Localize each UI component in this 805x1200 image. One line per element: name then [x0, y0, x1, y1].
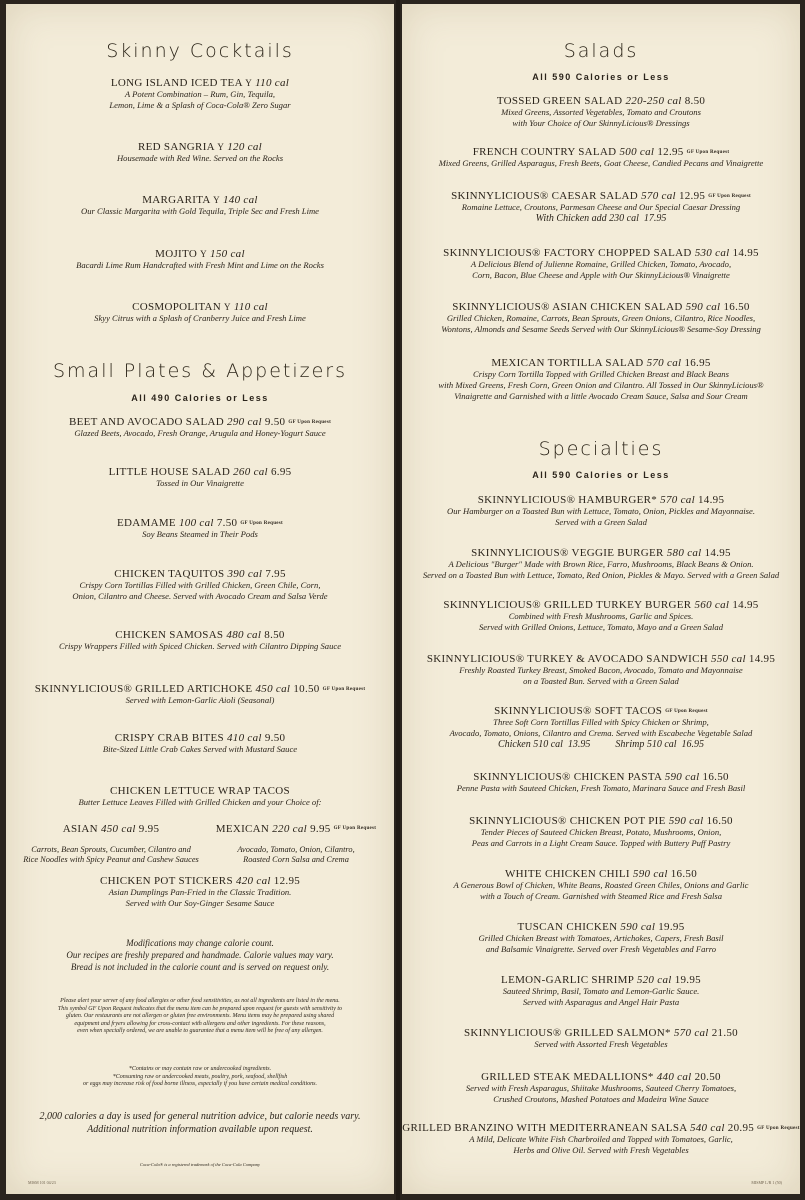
specialty-name: SKINNYLICIOUS® GRILLED TURKEY BURGER: [443, 599, 692, 611]
specialty-name-line: [402, 868, 800, 880]
specialty-price: 16.50: [670, 868, 697, 880]
salad-name-line: [402, 95, 800, 107]
cocktail-calories: 140 cal: [222, 194, 258, 206]
pot-stickers-price: 12.95: [273, 875, 301, 887]
appetizer-price: 7.95: [265, 568, 286, 580]
cocktail-glass-icon: Y: [245, 78, 253, 88]
appetizer-calories: 410 cal: [226, 732, 262, 744]
specialty-description: Sauteed Shrimp, Basil, Tomato and Lemon-Garlic Sauce. Served with Asparagus and Angel Hair Pasta: [502, 986, 700, 1007]
cocktail-item: [6, 77, 394, 111]
cocktail-name: LONG ISLAND ICED TEA: [110, 77, 243, 89]
appetizer-description: Tossed in Our Vinaigrette: [156, 478, 244, 488]
salad-item: [402, 247, 800, 281]
specialty-extra: Chicken 510 cal 13.95 Shrimp 510 cal 16.95: [497, 739, 705, 750]
appetizer-name-line: [6, 517, 394, 529]
specialty-calories: 570 cal: [673, 1027, 709, 1039]
specialty-calories: 520 cal: [636, 974, 672, 986]
salad-description: Grilled Chicken, Romaine, Carrots, Bean Sprouts, Green Onions, Cilantro, Rice Noodles, Wontons, Almonds and Sesame Seeds Served with Our SkinnyLicious® Sesame-Soy Dressing: [441, 313, 761, 334]
lettuce-wrap-mexican: [206, 813, 386, 876]
salad-price: 8.50: [684, 95, 706, 107]
cocktail-description: Our Classic Margarita with Gold Tequila, Triple Sec and Fresh Lime: [80, 206, 319, 216]
pot-stickers-item: [6, 875, 394, 909]
specialty-calories: 560 cal: [694, 599, 730, 611]
appetizer-description: Crispy Corn Tortillas Filled with Grilled Chicken, Green Chile, Corn, Onion, Cilantro and Cheese. Served with Avocado Cream and Salsa Verde: [72, 580, 328, 601]
specialty-description: Freshly Roasted Turkey Breast, Smoked Bacon, Avocado, Tomato and Mayonnaise on a Toasted Bun. Served with a Green Salad: [459, 665, 743, 686]
cocktail-name-line: [6, 248, 394, 260]
specialty-calories: 590 cal: [620, 921, 656, 933]
lettuce-wrap-asian: [16, 813, 206, 876]
specialty-price: 16.50: [706, 815, 733, 827]
specialty-name-line: [402, 705, 800, 717]
specialty-calories: 570 cal: [660, 494, 695, 506]
specialty-item: [402, 1122, 800, 1156]
cocktail-glass-icon: Y: [213, 195, 220, 205]
asian-price: 9.95: [138, 822, 160, 835]
appetizer-name-line: [6, 683, 394, 695]
salad-calories: 530 cal: [694, 247, 730, 259]
specialty-name-line: [402, 1071, 800, 1083]
specialty-price: 14.95: [732, 599, 759, 611]
appetizer-description: Glazed Beets, Avocado, Fresh Orange, Arugula and Honey-Yogurt Sauce: [74, 428, 326, 438]
salad-description: Romaine Lettuce, Croutons, Parmesan Cheese and Our Special Caesar Dressing: [461, 202, 741, 212]
appetizer-description: Crispy Wrappers Filled with Spiced Chicken. Served with Cilantro Dipping Sauce: [58, 641, 342, 651]
specialty-description: Three Soft Corn Tortillas Filled with Spicy Chicken or Shrimp, Avocado, Tomato, Onions, Cilantro and Crema. Served with Escabeche Vegetable Salad: [449, 717, 753, 738]
specialty-name: SKINNYLICIOUS® CHICKEN PASTA: [473, 771, 662, 783]
specialty-description: A Mild, Delicate White Fish Charbroiled and Topped with Tomatoes, Garlic, Herbs and Olive Oil. Served with Fresh Vegetables: [469, 1134, 733, 1155]
specialty-calories: 590 cal: [632, 868, 668, 880]
specialty-name-line: [402, 1027, 800, 1039]
pot-stickers-cal: 420 cal: [235, 875, 271, 887]
specialty-item: [402, 494, 800, 528]
appetizer-item: [6, 683, 394, 706]
asian-name: ASIAN: [62, 822, 98, 835]
appetizer-calories: 450 cal: [255, 683, 291, 695]
appetizer-item: [6, 568, 394, 602]
gluten-free-badge: GF Upon Request: [757, 1125, 800, 1131]
specialty-item: [402, 974, 800, 1008]
appetizer-name: CRISPY CRAB BITES: [114, 732, 224, 744]
specialty-item: [402, 771, 800, 794]
small-plates-subheading: All 490 Calories or Less: [131, 393, 269, 403]
salad-name-line: [402, 301, 800, 313]
nutrition-note: 2,000 calories a day is used for general nutrition advice, but calorie needs vary. Additional nutrition information available upon request.: [39, 1111, 361, 1135]
appetizer-calories: 290 cal: [227, 416, 262, 428]
salad-extra: With Chicken add 230 cal 17.95: [535, 213, 667, 224]
specialty-price: 20.50: [694, 1071, 721, 1083]
specialty-calories: 550 cal: [711, 653, 746, 665]
specialty-description: Served with Assorted Fresh Vegetables: [534, 1039, 668, 1049]
cocktail-description: Bacardi Lime Rum Handcrafted with Fresh Mint and Lime on the Rocks: [76, 260, 324, 270]
specialty-price: 19.95: [658, 921, 685, 933]
cocktail-item: [6, 248, 394, 271]
specialty-item: [402, 547, 800, 581]
specialty-item: [402, 921, 800, 955]
appetizer-name: LITTLE HOUSE SALAD: [108, 466, 231, 478]
specialty-price: 16.50: [702, 771, 729, 783]
salad-item: [402, 190, 800, 224]
lettuce-wrap-name: CHICKEN LETTUCE WRAP TACOS: [110, 785, 290, 797]
appetizer-item: [6, 517, 394, 540]
appetizer-calories: 100 cal: [178, 517, 214, 529]
asian-desc: Carrots, Bean Sprouts, Cucumber, Cilantro and Rice Noodles with Spicy Peanut and Cashew Sauces: [23, 844, 199, 864]
specialty-name-line: [402, 815, 800, 827]
salad-description: Crispy Corn Tortilla Topped with Grilled Chicken Breast and Black Beans with Mixed Greens, Fresh Corn, Green Onion and Cilantro. All Tossed in Our SkinnyLicious® Vinaigrette and Garnished with a little Avocado Cream Sauce, Salsa and Sour Cream: [438, 369, 764, 401]
appetizer-description: Served with Lemon-Garlic Aioli (Seasonal): [125, 695, 275, 705]
specialty-item: [402, 705, 800, 750]
appetizer-item: [6, 466, 394, 489]
salad-name-line: [402, 146, 800, 158]
appetizer-name: SKINNYLICIOUS® GRILLED ARTICHOKE: [34, 683, 253, 695]
specialty-name-line: [402, 494, 800, 506]
specialty-item: [402, 599, 800, 633]
salad-calories: 220-250 cal: [625, 95, 682, 107]
allergy-note: Please alert your server of any food allergies or other food sensitivities, as not all ingredients are listed in the menu. This symbol GF Upon Request indicates that the menu item can be prepared upon request for guests with sensitivity to gluten. Our restaurants are not allergen or gluten free environments. Menu items may be prepared using shared equipment and fryers allowing for cross-contact with allergens and other ingredients. For these reasons, even when specially ordered, we are unable to guarantee that a menu item will be free of any allergen.: [57, 998, 343, 1034]
cocktail-name-line: [6, 194, 394, 206]
menu-code-right: MISMP L/R 1 (50): [751, 1180, 782, 1185]
specialty-name: SKINNYLICIOUS® HAMBURGER*: [477, 494, 658, 506]
cocktail-name: MOJITO: [155, 248, 198, 260]
salads-subheading: All 590 Calories or Less: [532, 72, 670, 82]
specialty-price: 14.95: [698, 494, 725, 506]
menu-spine: [396, 0, 400, 1200]
cocktail-name: RED SANGRIA: [137, 141, 215, 153]
specialty-name-line: [402, 653, 800, 665]
appetizer-price: 6.95: [270, 466, 292, 478]
appetizer-price: 10.50: [293, 683, 320, 695]
appetizer-description: Bite-Sized Little Crab Cakes Served with Mustard Sauce: [102, 744, 298, 754]
salad-name-line: [402, 190, 800, 202]
modifications-note: Modifications may change calorie count. Our recipes are freshly prepared and handmade. Calorie values may vary. Bread is not included in the calorie count and is served on request only.: [66, 938, 334, 972]
specialty-name: TUSCAN CHICKEN: [517, 921, 618, 933]
specialty-calories: 590 cal: [668, 815, 704, 827]
appetizer-price: 9.50: [264, 416, 286, 428]
specialty-price: 19.95: [674, 974, 701, 986]
cocktail-item: [6, 141, 394, 164]
cocktail-calories: 110 cal: [255, 77, 290, 89]
appetizer-description: Soy Beans Steamed in Their Pods: [142, 529, 258, 539]
cocktail-name-line: [6, 301, 394, 313]
specialties-subheading: All 590 Calories or Less: [532, 470, 670, 480]
specialty-calories: 540 cal: [689, 1122, 725, 1134]
appetizer-price: 8.50: [264, 629, 285, 641]
specialty-name: SKINNYLICIOUS® CHICKEN POT PIE: [469, 815, 666, 827]
specialty-item: [402, 868, 800, 902]
salad-item: [402, 357, 800, 402]
salad-description: Mixed Greens, Grilled Asparagus, Fresh Beets, Goat Cheese, Candied Pecans and Vinaigrette: [438, 158, 764, 168]
specialty-description: Our Hamburger on a Toasted Bun with Lettuce, Tomato, Onion, Pickles and Mayonnaise. Served with a Green Salad: [447, 506, 755, 527]
salad-price: 12.95: [657, 146, 684, 158]
appetizer-item: [6, 732, 394, 755]
cocktail-glass-icon: Y: [200, 249, 207, 259]
appetizer-calories: 390 cal: [227, 568, 263, 580]
specialty-price: 14.95: [704, 547, 731, 559]
specialty-price: 14.95: [748, 653, 776, 665]
salad-description: A Delicious Blend of Julienne Romaine, Grilled Chicken, Tomato, Avocado, Corn, Bacon, Blue Cheese and Apple with Our SkinnyLicious® Vinaigrette: [470, 259, 732, 280]
gluten-free-badge: GF Upon Request: [333, 825, 377, 831]
specialty-description: A Delicious "Burger" Made with Brown Rice, Farro, Mushrooms, Black Beans & Onion. Served on a Toasted Bun with Lettuce, Tomato, Red Onion, Pickles & Mayo. Served with a Green Salad: [422, 559, 780, 580]
salad-name: SKINNYLICIOUS® FACTORY CHOPPED SALAD: [443, 247, 692, 259]
left-menu-page: [6, 4, 394, 1194]
specialty-name-line: [402, 974, 800, 986]
specialty-name: WHITE CHICKEN CHILI: [504, 868, 630, 880]
specialty-description: Penne Pasta with Sauteed Chicken, Fresh Tomato, Marinara Sauce and Fresh Basil: [456, 783, 746, 793]
cocktail-item: [6, 301, 394, 324]
lettuce-wrap-tacos: [6, 785, 394, 808]
specialty-name: SKINNYLICIOUS® GRILLED SALMON*: [464, 1027, 671, 1039]
salad-item: [402, 95, 800, 129]
specialty-name-line: [402, 547, 800, 559]
appetizer-name-line: [6, 732, 394, 744]
salad-name: SKINNYLICIOUS® ASIAN CHICKEN SALAD: [452, 301, 683, 313]
specialty-name: SKINNYLICIOUS® SOFT TACOS: [494, 705, 663, 717]
specialty-price: 20.95: [727, 1122, 755, 1134]
gluten-free-badge: GF Upon Request: [240, 520, 284, 526]
appetizer-name-line: [6, 629, 394, 641]
cocktail-name-line: [6, 141, 394, 153]
pot-stickers-name: CHICKEN POT STICKERS: [99, 875, 233, 887]
cocktail-calories: 120 cal: [227, 141, 263, 153]
appetizer-name: CHICKEN TAQUITOS: [114, 568, 225, 580]
specialty-name: GRILLED STEAK MEDALLIONS*: [481, 1071, 654, 1083]
trademark-note: Coca-Cola® is a registered trademark of the Coca-Cola Company: [139, 1162, 261, 1167]
specialty-name: GRILLED BRANZINO WITH MEDITERRANEAN SALSA: [402, 1122, 687, 1134]
cocktail-calories: 150 cal: [210, 248, 245, 260]
cocktails-heading: Skinny Cocktails: [106, 40, 294, 62]
cocktail-name: MARGARITA: [142, 194, 211, 206]
specialty-description: A Generous Bowl of Chicken, White Beans, Roasted Green Chiles, Onions and Garlic with a Touch of Cream. Garnished with Steamed Rice and Fresh Salsa: [453, 880, 749, 901]
specialty-name: SKINNYLICIOUS® TURKEY & AVOCADO SANDWICH: [426, 653, 708, 665]
cocktail-description: Skyy Citrus with a Splash of Cranberry Juice and Fresh Lime: [94, 313, 306, 323]
cocktail-description: Housemade with Red Wine. Served on the Rocks: [116, 153, 284, 163]
specialty-item: [402, 1027, 800, 1050]
cocktail-name: COSMOPOLITAN: [132, 301, 221, 313]
specialty-calories: 590 cal: [664, 771, 700, 783]
specialty-price: 21.50: [711, 1027, 738, 1039]
salad-name: SKINNYLICIOUS® CAESAR SALAD: [451, 190, 639, 202]
specialty-name-line: [402, 771, 800, 783]
appetizer-name-line: [6, 416, 394, 428]
appetizer-price: 9.50: [264, 732, 286, 744]
pot-stickers-desc: Asian Dumplings Pan-Fried in the Classic Tradition. Served with Our Soy-Ginger Sesame Sauce: [108, 887, 292, 908]
mexican-desc: Avocado, Tomato, Onion, Cilantro, Roasted Corn Salsa and Crema: [237, 844, 355, 865]
appetizer-name-line: [6, 568, 394, 580]
appetizer-name: EDAMAME: [116, 517, 176, 529]
salads-heading: Salads: [563, 40, 639, 62]
specialty-item: [402, 1071, 800, 1105]
specialty-name-line: [402, 1122, 800, 1134]
specialty-item: [402, 815, 800, 849]
specialty-calories: 440 cal: [656, 1071, 692, 1083]
salad-name-line: [402, 247, 800, 259]
appetizer-price: 7.50: [216, 517, 238, 529]
salad-item: [402, 301, 800, 335]
salad-price: 16.50: [723, 301, 750, 313]
specialties-heading: Specialties: [538, 438, 664, 460]
mexican-cal: 220 cal: [272, 822, 308, 835]
salad-price: 12.95: [678, 190, 706, 202]
salad-price: 14.95: [732, 247, 759, 259]
specialty-name: LEMON-GARLIC SHRIMP: [501, 974, 634, 986]
specialty-name: SKINNYLICIOUS® VEGGIE BURGER: [471, 547, 664, 559]
appetizer-name: BEET AND AVOCADO SALAD: [68, 416, 224, 428]
specialty-name-line: [402, 921, 800, 933]
salad-price: 16.95: [684, 357, 711, 369]
specialty-name-line: [402, 599, 800, 611]
salad-calories: 500 cal: [619, 146, 655, 158]
appetizer-name-line: [6, 466, 394, 478]
lettuce-wrap-desc: Butter Lettuce Leaves Filled with Grilled Chicken and your Choice of:: [78, 797, 322, 807]
salad-calories: 590 cal: [685, 301, 721, 313]
gluten-free-badge: GF Upon Request: [686, 149, 730, 155]
appetizer-item: [6, 416, 394, 439]
mexican-price: 9.95: [310, 822, 331, 835]
salad-item: [402, 146, 800, 169]
specialty-description: Grilled Chicken Breast with Tomatoes, Artichokes, Capers, Fresh Basil and Balsamic Vinaigrette. Served over Fresh Vegetables and Farro: [478, 933, 724, 954]
salad-name-line: [402, 357, 800, 369]
specialty-description: Tender Pieces of Sauteed Chicken Breast, Potato, Mushrooms, Onion, Peas and Carrots in a Light Cream Sauce. Topped with Buttery Puff Pastry: [471, 827, 731, 848]
cocktail-description: A Potent Combination – Rum, Gin, Tequila, Lemon, Lime & a Splash of Coca-Cola® Zero Sugar: [109, 89, 291, 110]
salad-description: Mixed Greens, Assorted Vegetables, Tomato and Croutons with Your Choice of Our SkinnyLicious® Dressings: [501, 107, 701, 128]
specialty-item: [402, 653, 800, 687]
salad-calories: 570 cal: [641, 190, 676, 202]
cocktail-glass-icon: Y: [224, 302, 231, 312]
cocktail-name-line: [6, 77, 394, 89]
salad-name: TOSSED GREEN SALAD: [496, 95, 623, 107]
salad-calories: 570 cal: [646, 357, 682, 369]
specialty-calories: 580 cal: [666, 547, 702, 559]
gluten-free-badge: GF Upon Request: [665, 708, 708, 714]
asian-cal: 450 cal: [100, 822, 136, 835]
cocktail-item: [6, 194, 394, 217]
appetizer-item: [6, 629, 394, 652]
specialty-description: Served with Fresh Asparagus, Shiitake Mushrooms, Sauteed Cherry Tomatoes, Crushed Croutons, Mashed Potatoes and Madeira Wine Sauce: [465, 1083, 737, 1104]
gluten-free-badge: GF Upon Request: [322, 686, 366, 692]
small-plates-heading: Small Plates & Appetizers: [52, 360, 348, 382]
raw-food-note: *Contains or may contain raw or undercooked ingredients. *Consuming raw or undercooked meats, poultry, pork, seafood, shellfish or eggs may increase risk of food borne illness, especially if you have certain medical conditions.: [83, 1066, 317, 1087]
cocktail-calories: 110 cal: [233, 301, 268, 313]
menu-code-left: MISM 101 04/23: [28, 1180, 56, 1185]
appetizer-calories: 260 cal: [233, 466, 268, 478]
gluten-free-badge: GF Upon Request: [288, 419, 332, 425]
salad-name: MEXICAN TORTILLA SALAD: [491, 357, 644, 369]
appetizer-name: CHICKEN SAMOSAS: [115, 629, 224, 641]
right-menu-page: [402, 4, 800, 1194]
appetizer-calories: 480 cal: [226, 629, 262, 641]
gluten-free-badge: GF Upon Request: [708, 193, 751, 199]
mexican-name: MEXICAN: [215, 822, 270, 835]
cocktail-glass-icon: Y: [217, 142, 225, 152]
salad-name: FRENCH COUNTRY SALAD: [472, 146, 617, 158]
specialty-description: Combined with Fresh Mushrooms, Garlic and Spices. Served with Grilled Onions, Lettuce, Tomato, Mayo and a Green Salad: [478, 611, 724, 632]
